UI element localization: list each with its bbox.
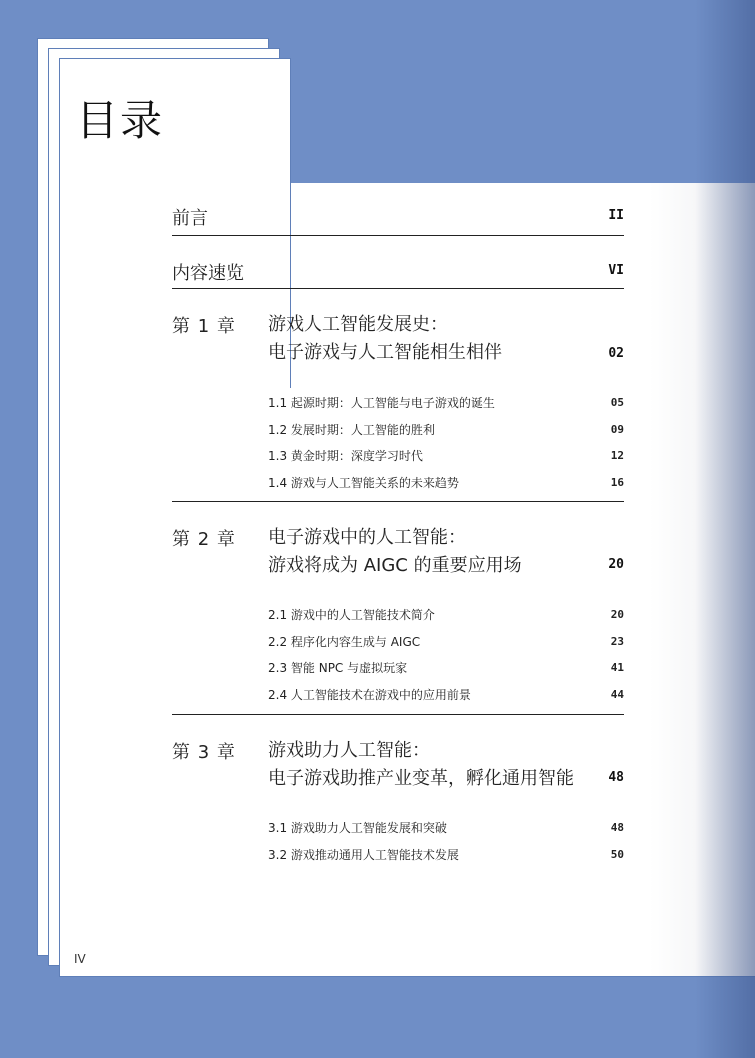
section-1-3[interactable]: 1.3 黄金时期：深度学习时代	[268, 449, 423, 463]
tab-join	[60, 150, 290, 210]
chapter-2	[172, 525, 624, 725]
section-2-1-page: 20	[610, 608, 624, 621]
chapter-2-page: 20	[608, 557, 624, 572]
divider	[172, 714, 624, 715]
section-2-2[interactable]: 2.2 程序化内容生成与 AIGC	[268, 635, 421, 649]
chapter-1-title-line2: 电子游戏与人工智能相生相伴	[268, 342, 502, 363]
section-1-1[interactable]: 1.1 起源时期：人工智能与电子游戏的诞生	[268, 396, 495, 410]
chapter-3-title[interactable]	[268, 737, 574, 793]
section-1-3-page: 12	[610, 449, 624, 462]
chapter-2-title-line2: 游戏将成为 AIGC 的重要应用场	[268, 555, 522, 576]
book-edge-shadow	[695, 0, 755, 1058]
chapter-1-title-line1: 游戏人工智能发展史：	[268, 314, 448, 335]
toc-overview-label: 内容速览	[172, 263, 244, 284]
section-1-1-page: 05	[610, 396, 624, 409]
chapter-3-title-line2: 电子游戏助推产业变革，孵化通用智能	[268, 768, 574, 789]
chapter-1	[172, 312, 624, 512]
chapter-3-title-line1: 游戏助力人工智能：	[268, 740, 430, 761]
divider	[172, 235, 624, 236]
section-2-1[interactable]: 2.1 游戏中的人工智能技术简介	[268, 608, 435, 622]
chapter-2-title-line1: 电子游戏中的人工智能：	[268, 527, 466, 548]
divider	[172, 288, 624, 289]
chapter-1-label: 第 1 章	[172, 316, 236, 337]
section-3-2-page: 50	[610, 848, 624, 861]
section-3-1-page: 48	[610, 821, 624, 834]
toc-preface-page: II	[608, 208, 624, 223]
section-1-2-page: 09	[610, 423, 624, 436]
divider	[172, 501, 624, 502]
page-title: 目录	[76, 96, 165, 145]
toc-overview[interactable]	[172, 259, 624, 285]
section-3-2[interactable]: 3.2 游戏推动通用人工智能技术发展	[268, 848, 459, 862]
section-2-3-page: 41	[610, 661, 624, 674]
chapter-2-title[interactable]	[268, 524, 522, 580]
chapter-2-label: 第 2 章	[172, 529, 236, 550]
section-1-4[interactable]: 1.4 游戏与人工智能关系的未来趋势	[268, 476, 459, 490]
toc-overview-page: VI	[608, 263, 624, 278]
chapter-1-page: 02	[608, 346, 624, 361]
toc-preface[interactable]	[172, 204, 624, 230]
chapter-3-page: 48	[608, 770, 624, 785]
page-number: IV	[74, 952, 86, 966]
section-2-4[interactable]: 2.4 人工智能技术在游戏中的应用前景	[268, 688, 471, 702]
section-2-3[interactable]: 2.3 智能 NPC 与虚拟玩家	[268, 661, 408, 675]
chapter-3-label: 第 3 章	[172, 742, 236, 763]
chapter-1-title[interactable]	[268, 311, 502, 367]
section-1-2[interactable]: 1.2 发展时期：人工智能的胜利	[268, 423, 435, 437]
section-3-1[interactable]: 3.1 游戏助力人工智能发展和突破	[268, 821, 447, 835]
chapter-3	[172, 738, 624, 898]
section-2-4-page: 44	[610, 688, 624, 701]
toc-preface-label: 前言	[172, 208, 208, 229]
section-1-4-page: 16	[610, 476, 624, 489]
section-2-2-page: 23	[610, 635, 624, 648]
